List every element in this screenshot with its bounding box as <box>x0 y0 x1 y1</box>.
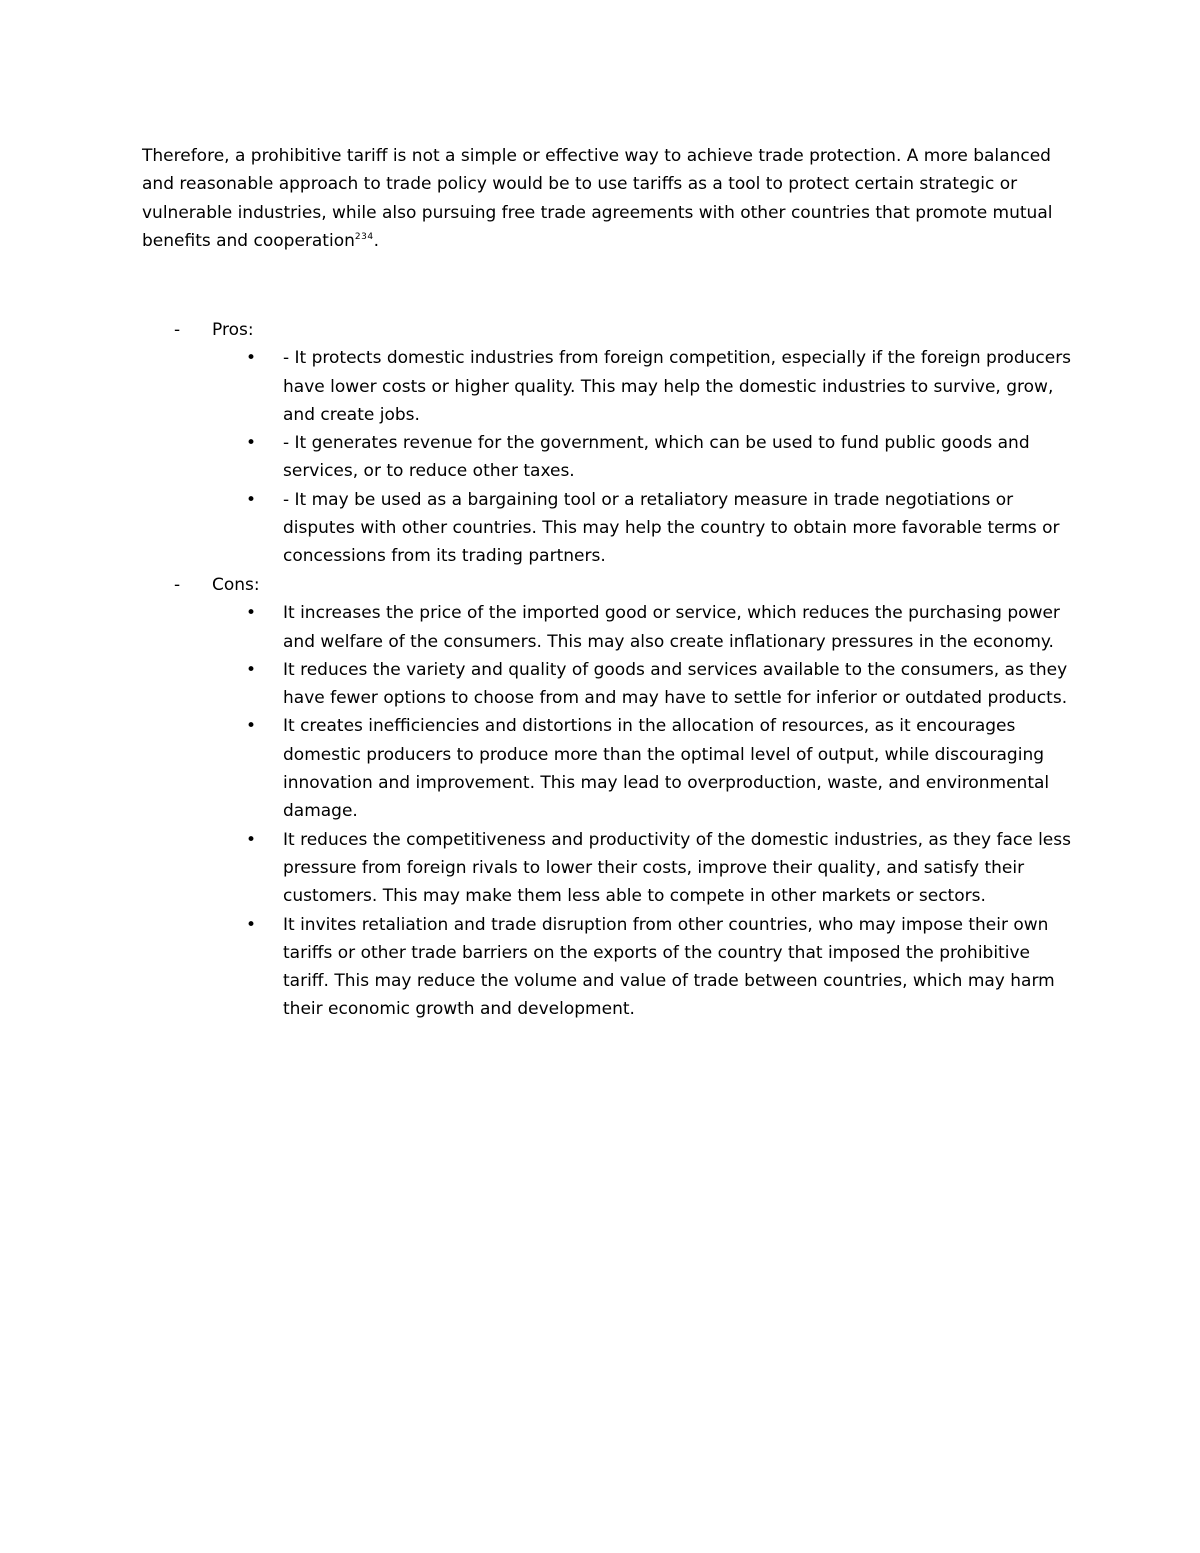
cons-list-item <box>142 599 1072 656</box>
cons-list-item <box>142 656 1072 713</box>
pros-list-item <box>142 486 1072 571</box>
pros-list-item <box>142 429 1072 486</box>
bullet-icon: • <box>246 489 257 510</box>
bullet-icon: • <box>246 603 257 624</box>
cons-dash: - <box>174 575 181 595</box>
pros-section <box>142 316 1072 571</box>
intro-paragraph <box>142 142 1072 255</box>
cons-list-item <box>142 826 1072 911</box>
intro-period: . <box>373 230 379 251</box>
cons-list-item <box>142 911 1072 1024</box>
pros-heading <box>142 316 1072 344</box>
bullet-icon: • <box>246 829 257 850</box>
bullet-icon: • <box>246 914 257 935</box>
bullet-icon: • <box>246 716 257 737</box>
bullet-icon: • <box>246 659 257 680</box>
cons-section <box>142 571 1072 1024</box>
bullet-icon: • <box>246 433 257 454</box>
pros-list-item <box>142 344 1072 429</box>
cons-item-text: It reduces the competitiveness and productivity of the domestic industries, as they face less pressure from foreign rivals to lower their costs, improve their quality, and satisfy their customers. This may make them less able to compete in other markets or sectors. <box>283 829 1071 907</box>
footnote-reference: 234 <box>354 231 374 242</box>
cons-heading <box>142 571 1072 599</box>
intro-text: Therefore, a prohibitive tariff is not a simple or effective way to achieve trade protection. A more balanced and reasonable approach to trade policy would be to use tariffs as a tool to protect certain strategic or vulnerable industries, while also pursuing free trade agreements with other countries that promote mutual benefits and cooperation <box>142 146 1053 251</box>
pros-list <box>142 344 1072 570</box>
cons-item-text: It creates inefficiencies and distortions in the allocation of resources, as it encourages domestic producers to produce more than the optimal level of output, while discouraging innovation and improvement. This may lead to overproduction, waste, and environmental damage. <box>283 716 1050 822</box>
cons-list <box>142 599 1072 1023</box>
pros-dash: - <box>174 320 181 340</box>
pros-label: Pros: <box>212 320 254 340</box>
cons-item-text: It invites retaliation and trade disruption from other countries, who may impose their own tariffs or other trade barriers on the exports of the country that imposed the prohibitive tariff. This may reduce the volume and value of trade between countries, which may harm their economic growth and development. <box>283 914 1055 1020</box>
pros-item-text: - It may be used as a bargaining tool or a retaliatory measure in trade negotiations or disputes with other countries. This may help the country to obtain more favorable terms or concessions from its trading partners. <box>283 489 1060 567</box>
pros-item-text: - It protects domestic industries from foreign competition, especially if the foreign producers have lower costs or higher quality. This may help the domestic industries to survive, grow, and create jobs. <box>283 348 1072 425</box>
cons-list-item <box>142 712 1072 825</box>
cons-item-text: It reduces the variety and quality of goods and services available to the consumers, as they have fewer options to choose from and may have to settle for inferior or outdated products. <box>283 659 1068 709</box>
cons-label: Cons: <box>212 575 260 595</box>
pros-item-text: - It generates revenue for the government, which can be used to fund public goods and services, or to reduce other taxes. <box>283 433 1030 482</box>
bullet-icon: • <box>246 348 257 369</box>
cons-item-text: It increases the price of the imported good or service, which reduces the purchasing power and welfare of the consumers. This may also create inflationary pressures in the economy. <box>283 603 1060 652</box>
